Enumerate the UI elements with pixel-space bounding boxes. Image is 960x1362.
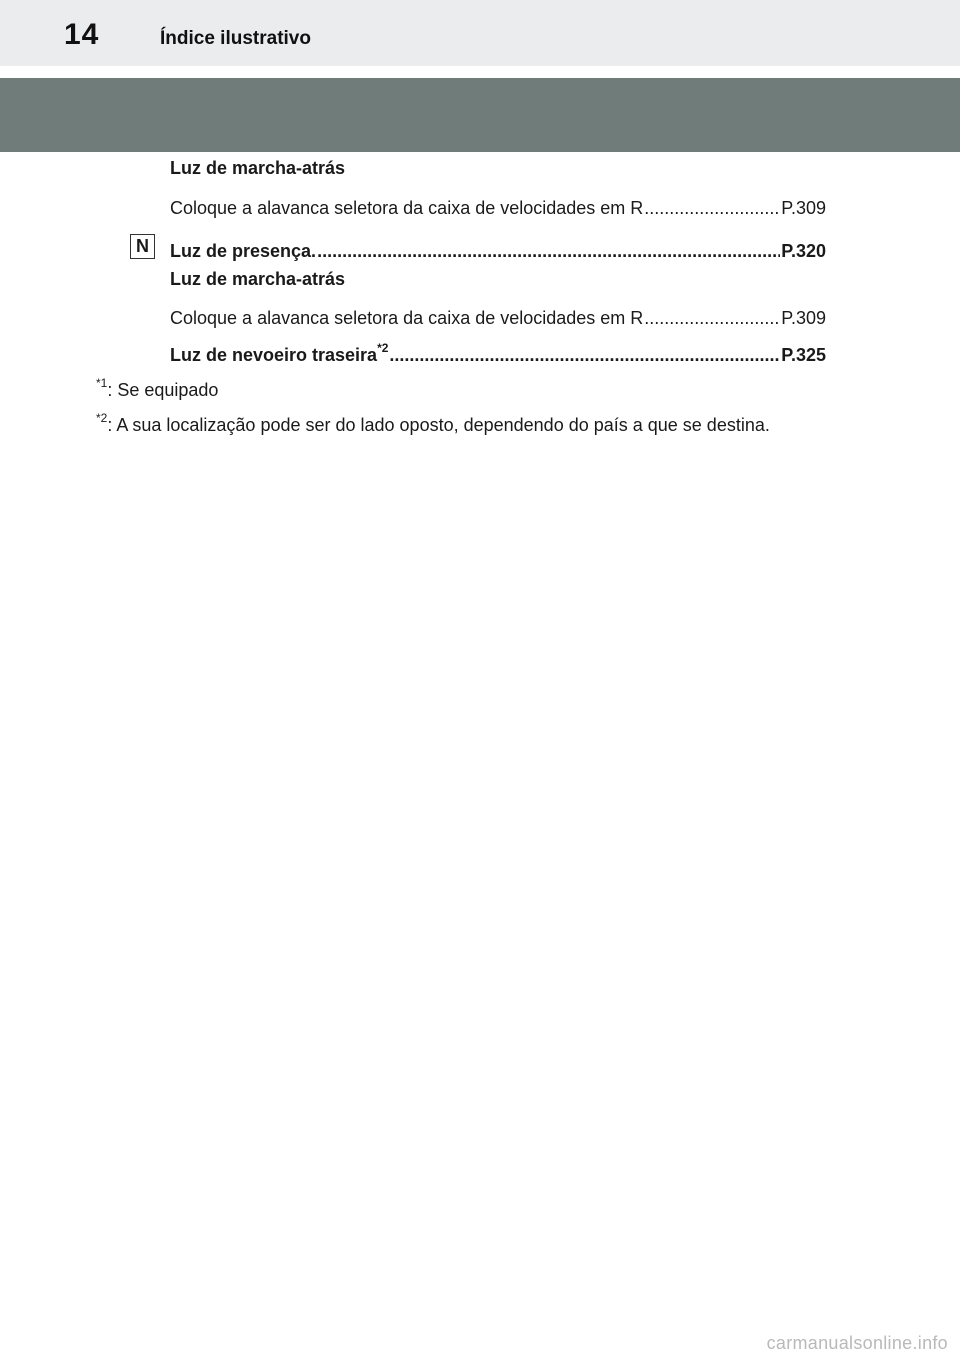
footnote xyxy=(96,376,219,401)
entry-description-text: Coloque a alavanca seletora da caixa de velocidades em R xyxy=(170,198,644,218)
entry-title-text: Luz de nevoeiro traseira xyxy=(170,345,378,365)
entry-title xyxy=(170,341,389,366)
entry-row xyxy=(170,341,826,366)
section-letter-badge: N xyxy=(130,234,155,259)
leader-dots xyxy=(389,344,780,366)
page-header xyxy=(0,0,960,66)
page-reference-link[interactable]: P.309 xyxy=(781,198,826,218)
footnote-marker: *1 xyxy=(96,376,108,390)
footnote-text: : A sua localização pode ser do lado oposto, dependendo do país a que se destina. xyxy=(107,415,770,435)
page-reference-link[interactable]: P.325 xyxy=(781,345,826,365)
entry-title: Luz de marcha-atrás xyxy=(170,269,346,289)
leader-dots xyxy=(644,197,780,219)
leader-dots xyxy=(644,307,780,329)
entry-title: Luz de marcha-atrás xyxy=(170,158,346,178)
footnote-marker: *2 xyxy=(377,341,389,355)
footnote xyxy=(96,411,770,436)
page-number: 14 xyxy=(64,18,100,51)
entry-row xyxy=(170,240,826,262)
header-band xyxy=(0,78,960,152)
leader-dots xyxy=(317,240,780,262)
entry-description xyxy=(170,197,826,219)
footnote-text: : Se equipado xyxy=(107,380,219,400)
entry-description xyxy=(170,307,826,329)
watermark: carmanualsonline.info xyxy=(766,1333,948,1353)
page-reference-link[interactable]: P.309 xyxy=(781,308,826,328)
entry-description-text: Coloque a alavanca seletora da caixa de velocidades em R xyxy=(170,308,644,328)
entry-title: Luz de presença. xyxy=(170,241,317,261)
page-reference-link[interactable]: P.320 xyxy=(781,241,826,261)
page-title: Índice ilustrativo xyxy=(160,28,311,49)
footnote-marker: *2 xyxy=(96,411,108,425)
